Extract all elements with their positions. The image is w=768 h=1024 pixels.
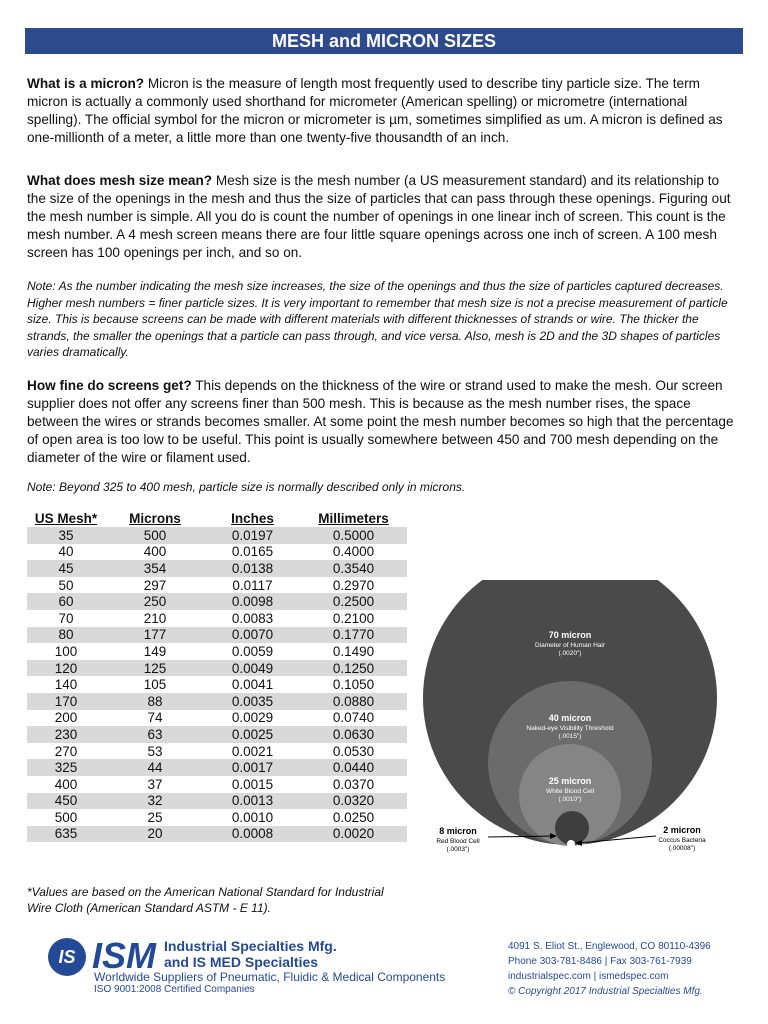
cell-us-mesh: 500	[54, 809, 78, 825]
table-row	[27, 610, 407, 627]
mesh-heading: What does mesh size mean?	[27, 173, 213, 188]
cell-microns: 74	[147, 710, 163, 726]
cell-millimeters: 0.2500	[300, 593, 407, 610]
circle-8-micron	[555, 811, 589, 845]
cell-us-mesh: 450	[27, 793, 105, 810]
screens-heading: How fine do screens get?	[27, 378, 192, 393]
table-row	[27, 627, 407, 644]
header-microns: Microns	[129, 510, 181, 526]
cell-millimeters: 0.5000	[300, 527, 407, 544]
cell-inches: 0.0025	[205, 726, 300, 743]
cell-microns: 37	[147, 776, 163, 792]
cell-inches: 0.0059	[231, 643, 274, 659]
cell-millimeters: 0.0250	[332, 809, 375, 825]
cell-inches: 0.0041	[231, 677, 274, 693]
cell-microns: 354	[105, 560, 205, 577]
callout-2-size: 2 micron	[663, 825, 701, 835]
cell-microns: 32	[105, 793, 205, 810]
cell-us-mesh: 60	[27, 593, 105, 610]
cell-us-mesh: 200	[54, 710, 78, 726]
company-logo	[48, 936, 488, 996]
label-40-size: 40 micron	[548, 713, 592, 723]
cell-inches: 0.0013	[205, 793, 300, 810]
cell-millimeters: 0.1770	[300, 627, 407, 644]
cell-millimeters: 0.3540	[300, 560, 407, 577]
cell-us-mesh: 120	[27, 660, 105, 677]
table-row	[27, 577, 407, 594]
table-footnote: *Values are based on the American National Standard for Industrial Wire Cloth (American Standard ASTM - E 11).	[27, 885, 384, 915]
cell-millimeters: 0.0740	[332, 710, 375, 726]
cell-inches: 0.0010	[231, 809, 274, 825]
cell-millimeters: 0.0020	[300, 826, 407, 843]
micron-size-diagram	[420, 580, 750, 880]
cell-inches: 0.0165	[231, 544, 274, 560]
cell-millimeters: 0.4000	[332, 544, 375, 560]
cell-inches: 0.0117	[232, 577, 273, 593]
cell-millimeters: 0.0370	[332, 776, 375, 792]
copyright: © Copyright 2017 Industrial Specialties Mfg.	[508, 986, 703, 997]
header-inches: Inches	[231, 510, 274, 526]
cell-us-mesh: 40	[58, 544, 74, 560]
company-name-line2: and IS MED Specialties	[164, 954, 319, 970]
iso-certification: ISO 9001:2008 Certified Companies	[94, 984, 255, 995]
table-row	[27, 643, 407, 660]
cell-microns: 149	[143, 643, 167, 659]
mesh-text: Mesh size is the mesh number (a US measurement standard) and its relationship to the size of the openings in the mesh and thus the size of particles that can pass through these openings. Figuring out the mesh number is simple. All you do is count the number of openings in one linear inch of screen. This count is the mesh number. A 4 mesh screen means there are four little square openings across one inch of screen. A 100 mesh screen has 100 openings per inch, and so on.	[27, 173, 731, 260]
cell-microns: 25	[147, 809, 163, 825]
cell-millimeters: 0.0530	[332, 743, 375, 759]
company-name-line1: Industrial Specialties Mfg.	[164, 938, 337, 954]
cell-inches: 0.0098	[205, 593, 300, 610]
table-row	[27, 660, 407, 677]
cell-inches: 0.0021	[231, 743, 274, 759]
cell-inches: 0.0029	[231, 710, 274, 726]
screens-text: This depends on the thickness of the wire or strand used to make the mesh. Our screen supplier does not offer any screens finer than 500 mesh. This is because as the mesh number rises, the space between the wires or strands becomes smaller. At some point the mesh number becomes so high that the percentage of open area is too low to be useful. This point is usually somewhere between 450 and 700 mesh depending on the diameter of the wire or filament used.	[27, 378, 734, 465]
cell-us-mesh: 80	[27, 627, 105, 644]
cell-microns: 250	[105, 593, 205, 610]
table-row	[27, 759, 407, 776]
cell-inches: 0.0035	[205, 693, 300, 710]
cell-microns: 53	[147, 743, 163, 759]
screens-section	[27, 377, 741, 467]
cell-inches: 0.0083	[231, 610, 274, 626]
page-title: MESH and MICRON SIZES	[25, 28, 743, 54]
cell-us-mesh: 270	[54, 743, 78, 759]
label-25-size: 25 micron	[548, 776, 592, 786]
label-40-name: Naked-eye Visibility Threshold	[526, 725, 614, 732]
cell-us-mesh: 35	[27, 527, 105, 544]
cell-inches: 0.0197	[205, 527, 300, 544]
table-body	[27, 527, 407, 842]
contact-info	[508, 939, 748, 999]
cell-microns: 63	[105, 726, 205, 743]
micron-section	[27, 75, 741, 147]
callout-8-name: Red Blood Cell	[436, 838, 480, 845]
cell-millimeters: 0.2100	[332, 610, 375, 626]
table-row	[27, 593, 407, 610]
table-row	[27, 527, 407, 544]
label-40-inches: (.0015")	[558, 733, 582, 740]
cell-us-mesh: 170	[27, 693, 105, 710]
micron-note: Note: Beyond 325 to 400 mesh, particle size is normally described only in microns.	[27, 480, 466, 494]
cell-microns: 44	[105, 759, 205, 776]
callout-2-inches: (.00008")	[668, 845, 696, 852]
table-row	[27, 793, 407, 810]
cell-us-mesh: 400	[54, 776, 78, 792]
cell-inches: 0.0015	[231, 776, 274, 792]
cell-inches: 0.0008	[205, 826, 300, 843]
cell-millimeters: 0.0630	[300, 726, 407, 743]
cell-us-mesh: 325	[27, 759, 105, 776]
micron-text: Micron is the measure of length most frequently used to describe tiny particle size. The term micron is actually a commonly used shorthand for micrometer (American spelling) or micrometre (international spelling). The official symbol for the micron or micrometer is µm, sometimes simplified as um. A micron is defined as one-millionth of a meter, a little more than one twenty-five thousandth of an inch.	[27, 76, 723, 145]
label-70-inches: (.0020")	[558, 650, 582, 657]
cell-millimeters: 0.1050	[332, 677, 375, 693]
table-row	[27, 560, 407, 577]
cell-millimeters: 0.1250	[300, 660, 407, 677]
address: 4091 S. Eliot St., Englewood, CO 80110-4396	[508, 941, 711, 952]
cell-millimeters: 0.2970	[332, 577, 375, 593]
circle-2-micron	[567, 840, 575, 848]
label-25-name: White Blood Cell	[545, 788, 595, 795]
callout-8-size: 8 micron	[439, 826, 477, 836]
cell-microns: 210	[143, 610, 167, 626]
cell-microns: 500	[105, 527, 205, 544]
cell-millimeters: 0.1490	[332, 643, 375, 659]
cell-microns: 177	[105, 627, 205, 644]
label-25-inches: (.0010")	[558, 796, 582, 803]
cell-microns: 297	[143, 577, 167, 593]
website-links[interactable]: industrialspec.com | ismedspec.com	[508, 971, 669, 982]
table-header-row	[27, 509, 407, 527]
company-tagline: Worldwide Suppliers of Pneumatic, Fluidic & Medical Components	[94, 970, 446, 984]
mesh-table	[27, 509, 407, 842]
cell-microns: 88	[105, 693, 205, 710]
table-row	[27, 809, 407, 826]
mesh-section	[27, 172, 741, 262]
table-row	[27, 544, 407, 561]
callout-8-inches: (.0003")	[446, 846, 470, 853]
table-row	[27, 676, 407, 693]
cell-us-mesh: 70	[58, 610, 74, 626]
table-row	[27, 743, 407, 760]
table-row	[27, 826, 407, 843]
cell-microns: 400	[143, 544, 167, 560]
cell-millimeters: 0.0440	[300, 759, 407, 776]
ism-logo-icon: IS	[48, 938, 86, 976]
table-row	[27, 693, 407, 710]
cell-microns: 20	[105, 826, 205, 843]
cell-inches: 0.0049	[205, 660, 300, 677]
logo-wordmark: ISM	[92, 935, 157, 976]
cell-us-mesh: 100	[54, 643, 78, 659]
cell-us-mesh: 50	[58, 577, 74, 593]
cell-millimeters: 0.0320	[300, 793, 407, 810]
cell-inches: 0.0017	[205, 759, 300, 776]
table-row	[27, 710, 407, 727]
cell-microns: 125	[105, 660, 205, 677]
cell-millimeters: 0.0880	[300, 693, 407, 710]
header-us-mesh: US Mesh*	[34, 510, 98, 526]
table-row	[27, 726, 407, 743]
header-millimeters: Millimeters	[318, 510, 389, 526]
mesh-note: Note: As the number indicating the mesh size increases, the size of the openings and thus the size of particles captured decreases. Higher mesh numbers = finer particle sizes. It is very important to remember that mesh size is not a precise measurement of particle size. This is because screens can be made with different materials with different thicknesses of strands or wire. The thicker the strands, the smaller the openings that a particle can pass through, and vice versa. Also, mesh is 2D and the 3D shapes of particles varies dramatically.	[27, 279, 728, 359]
label-70-size: 70 micron	[548, 630, 592, 640]
cell-us-mesh: 230	[27, 726, 105, 743]
cell-microns: 105	[143, 677, 167, 693]
table-row	[27, 776, 407, 793]
cell-us-mesh: 45	[27, 560, 105, 577]
phone-fax: Phone 303-781-8486 | Fax 303-761-7939	[508, 956, 692, 967]
cell-us-mesh: 635	[27, 826, 105, 843]
cell-us-mesh: 140	[54, 677, 78, 693]
label-70-name: Diameter of Human Hair	[534, 642, 606, 649]
micron-heading: What is a micron?	[27, 76, 145, 91]
callout-2-name: Coccus Bacteria	[658, 837, 706, 844]
cell-inches: 0.0070	[205, 627, 300, 644]
cell-inches: 0.0138	[205, 560, 300, 577]
